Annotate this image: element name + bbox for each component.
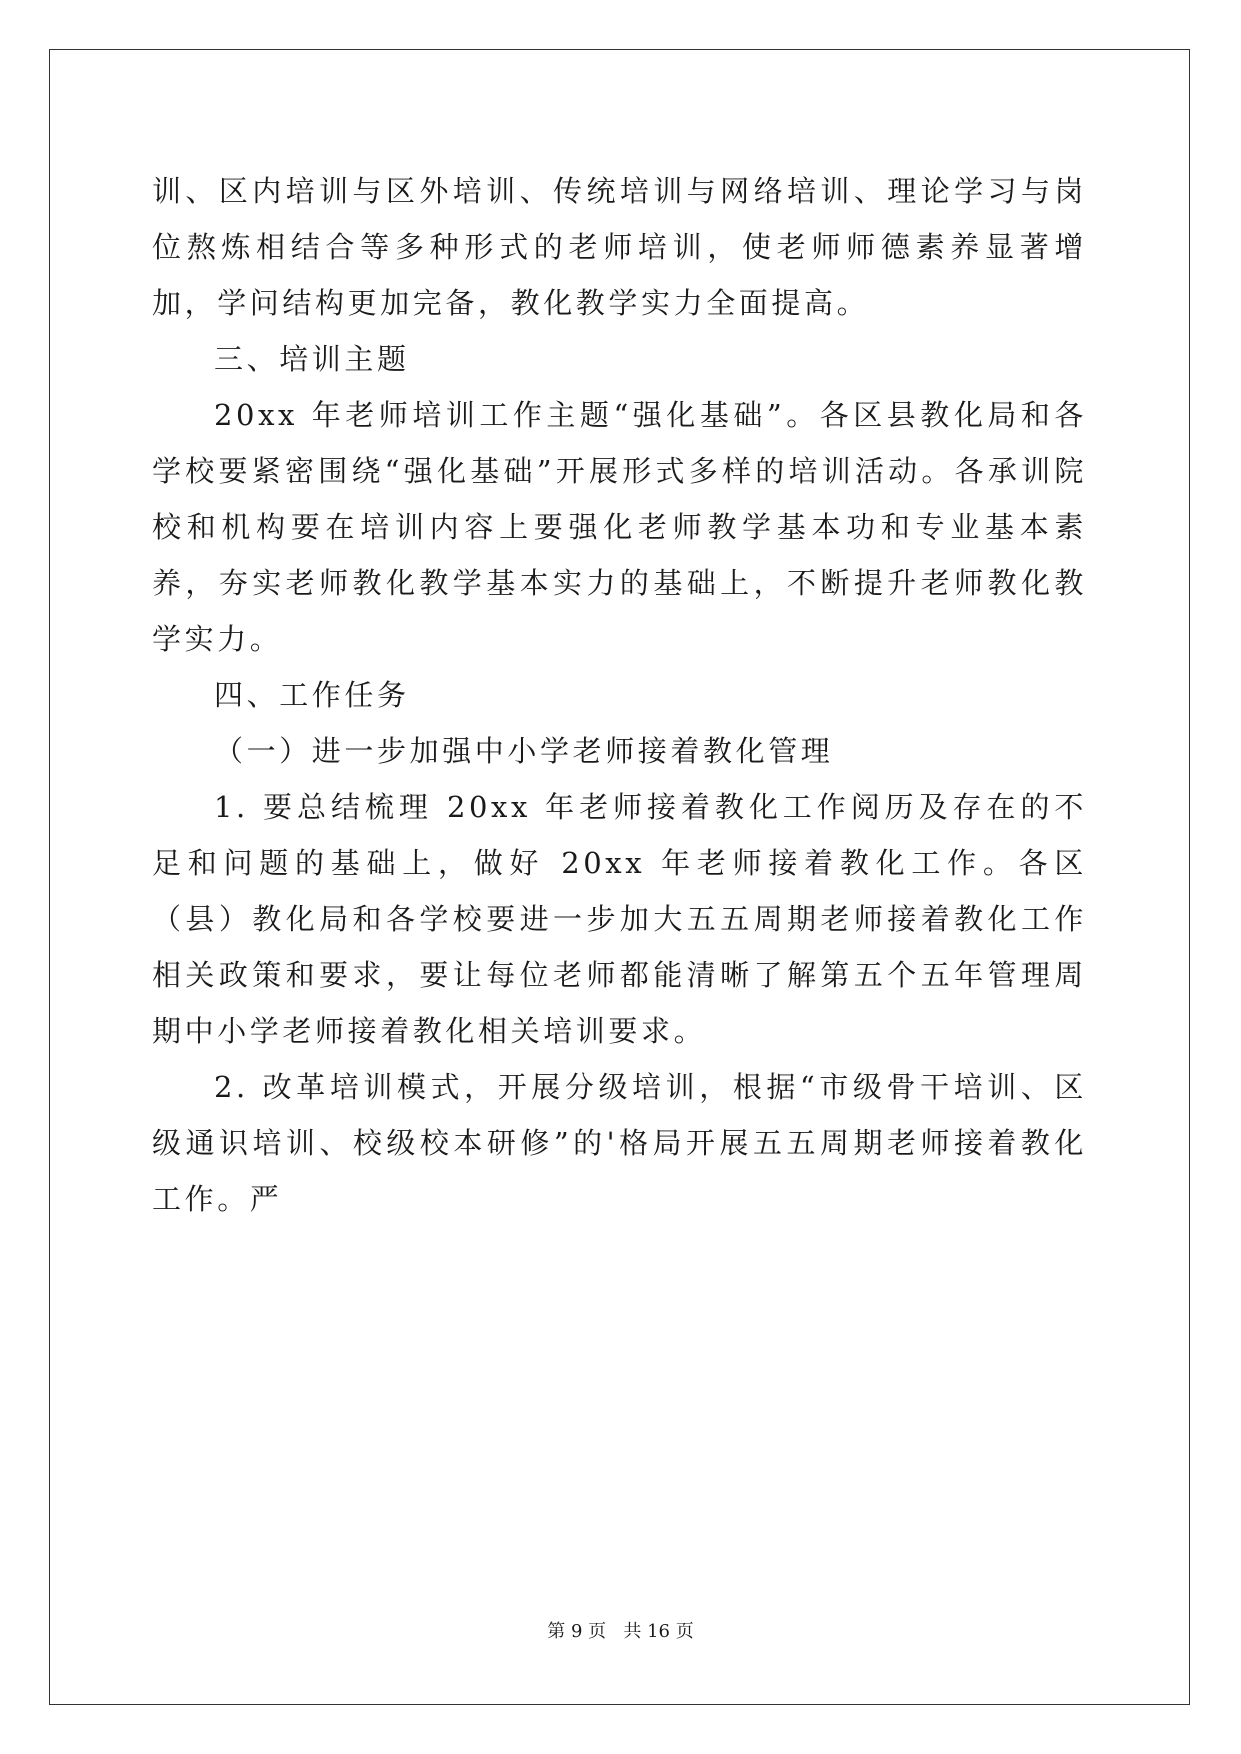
page-total: 共 16 页 (623, 1621, 694, 1642)
page-number: 第 9 页 (547, 1621, 607, 1642)
heading-work-tasks: 四、工作任务 (214, 678, 410, 712)
paragraph-item-2: 2. 改革培训模式，开展分级培训，根据“市级骨干培训、区级通识培训、校级校本研修”的'格局开展五五周期老师接着教化工作。严 (152, 1070, 1087, 1216)
page-footer (0, 1620, 1241, 1644)
footer-separator (606, 1621, 623, 1642)
paragraph-training-theme: 20xx 年老师培训工作主题“强化基础”。各区县教化局和各学校要紧密围绕“强化基础”开展形式多样的培训活动。各承训院校和机构要在培训内容上要强化老师教学基本功和专业基本素养，夯实老师教化教学基本实力的基础上，不断提升老师教化教学实力。 (152, 398, 1087, 656)
paragraph-intro-continuation: 训、区内培训与区外培训、传统培训与网络培训、理论学习与岗位熬炼相结合等多种形式的老师培训，使老师师德素养显著增加，学问结构更加完备，教化教学实力全面提高。 (152, 174, 1087, 320)
paragraph-item-1: 1. 要总结梳理 20xx 年老师接着教化工作阅历及存在的不足和问题的基础上，做好 20xx 年老师接着教化工作。各区（县）教化局和各学校要进一步加大五五周期老师接着教化工作相关政策和要求，要让每位老师都能清晰了解第五个五年管理周期中小学老师接着教化相关培训要求。 (152, 790, 1087, 1048)
subheading-continuing-education: （一）进一步加强中小学老师接着教化管理 (214, 734, 834, 768)
heading-training-theme: 三、培训主题 (214, 342, 410, 376)
document-body (152, 163, 1087, 1227)
